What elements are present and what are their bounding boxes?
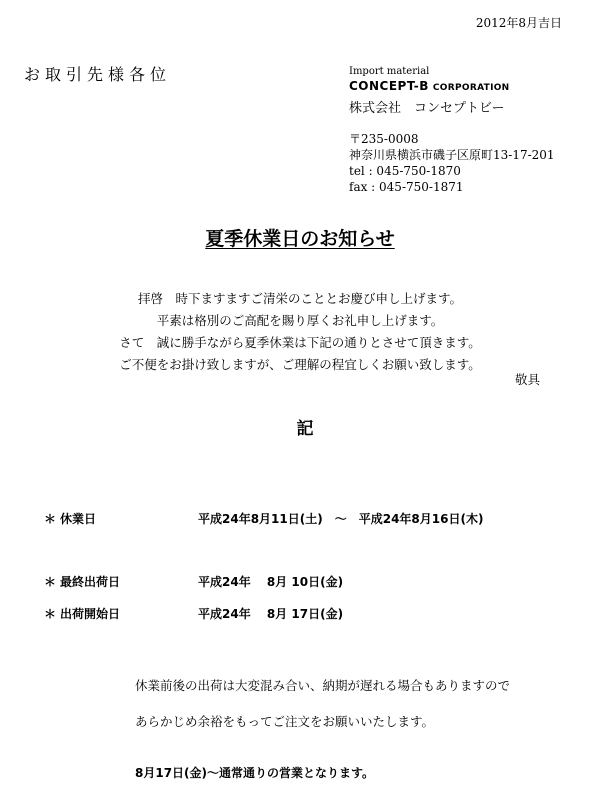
greeting-line: 拝啓 時下ますますご清栄のこととお慶び申し上げます。 [137,291,462,306]
schedule-row-holiday [44,510,484,527]
address-block [349,131,555,195]
note-block [135,668,510,740]
company-name-en [349,79,510,93]
ki-heading: 記 [296,419,314,439]
street-address: 神奈川県横浜市磯子区原町13-17-201 [349,148,555,162]
schedule-label: 休業日 [60,512,97,526]
schedule-value: 平成24年 8月 10日(金) [198,575,344,589]
note-line: 休業前後の出荷は大変混み合い、納期が遅れる場合もありますので [135,678,511,693]
document-date: 2012年8月吉日 [475,16,562,30]
import-label: Import material [349,66,430,77]
schedule-value: 平成24年8月11日(土) 〜 平成24年8月16日(木) [198,512,484,526]
notice-title: 夏季休業日のお知らせ [205,228,395,250]
schedule-label: 出荷開始日 [60,607,121,621]
fax-number: fax : 045-750-1871 [349,180,464,194]
greeting-block [0,288,600,376]
greeting-line: 平素は格別のご高配を賜り厚くお礼申し上げます。 [156,313,444,328]
closing-word: 敬具 [514,372,540,387]
footer-notice: 8月17日(金)〜通常通りの営業となります。 [135,766,375,780]
notice-title-wrap [0,224,600,251]
company-name-main: CONCEPT-B [349,79,429,93]
bullet-star: ＊ [44,607,57,621]
bullet-star: ＊ [44,575,57,589]
schedule-value: 平成24年 8月 17日(金) [198,607,344,621]
greeting-line: さて 誠に勝手ながら夏季休業は下記の通りとさせて頂きます。 [119,335,481,350]
schedule-row-shipping-start [44,605,344,622]
schedule-label: 最終出荷日 [60,575,121,589]
company-name-jp: 株式会社 コンセプトビー [349,101,505,116]
recipient-heading: お取引先様各位 [24,65,172,84]
company-name-suffix: CORPORATION [432,83,510,93]
postal-code: 〒235-0008 [349,132,419,146]
greeting-line: ご不便をお掛け致しますが、ご理解の程宜しくお願い致します。 [119,357,481,372]
tel-number: tel : 045-750-1870 [349,164,461,178]
note-line: あらかじめ余裕をもってご注文をお願いいたします。 [135,714,435,729]
schedule-row-last-shipping [44,573,344,590]
bullet-star: ＊ [44,512,57,526]
company-block [349,66,510,116]
